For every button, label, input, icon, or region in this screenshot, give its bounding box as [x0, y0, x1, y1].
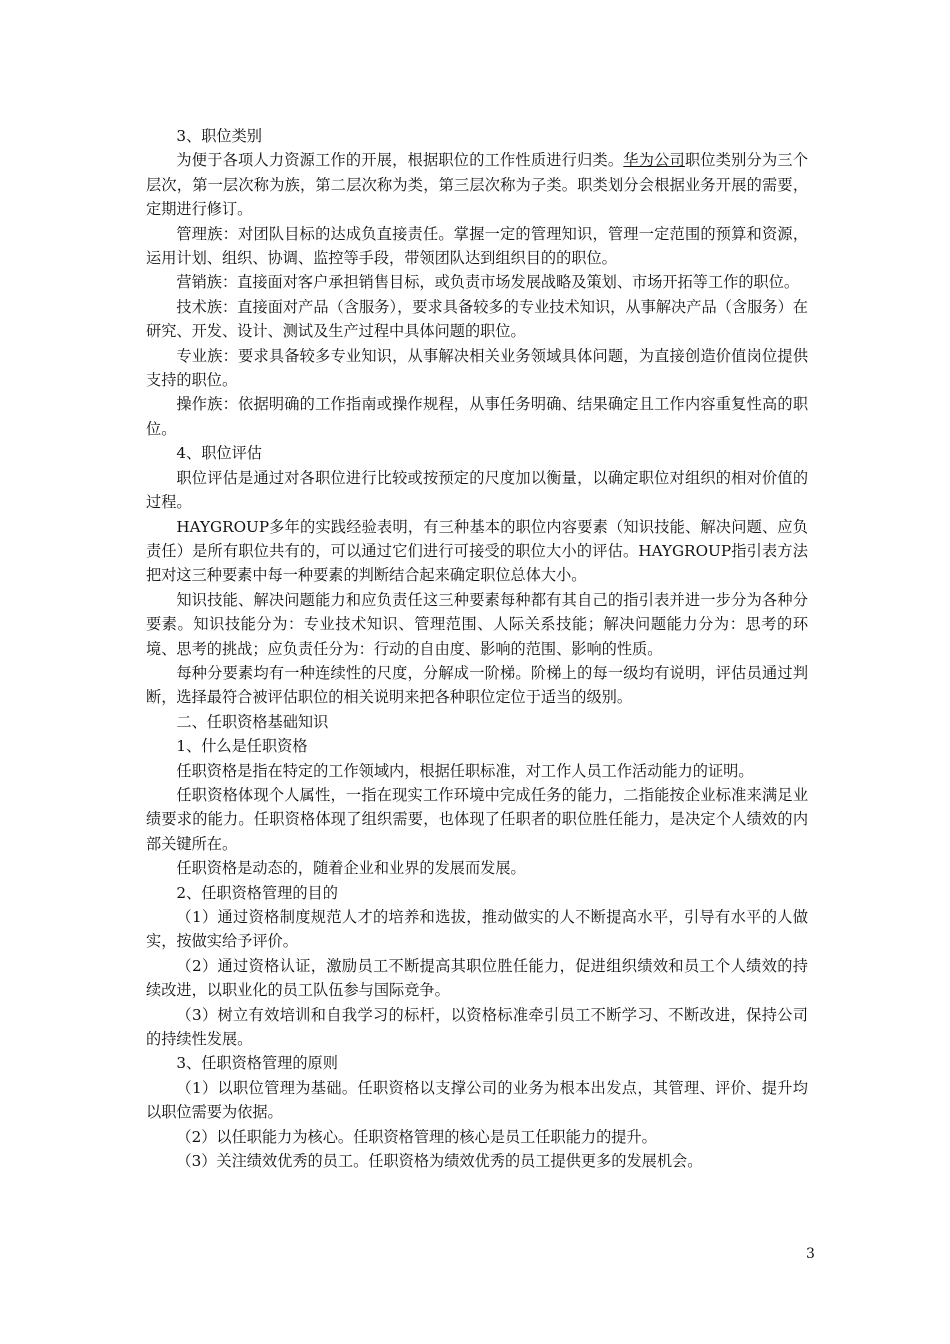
body-text: [146, 124, 808, 1173]
paragraph-qualification-dynamic: 任职资格是动态的，随着企业和业界的发展而发展。: [176, 859, 526, 878]
paragraph-qualification-attributes: 任职资格体现个人属性，一指在现实工作环境中完成任务的能力，二指能按企业标准来满足业绩要求的能力。任职资格体现了组织需要，也体现了任职者的职位胜任能力，是决定个人绩效的内部关键所在。: [146, 785, 808, 853]
list-item-purpose-2: （2）通过资格认证，激励员工不断提高其职位胜任能力，促进组织绩效和员工个人绩效的持续改进，以职业化的员工队伍参与国际竞争。: [146, 956, 808, 1000]
page-number: 3: [806, 1246, 815, 1262]
heading-qualification-basics: 二、任职资格基础知识: [176, 712, 329, 731]
paragraph-haygroup: HAYGROUP多年的实践经验表明，有三种基本的职位内容要素（知识技能、解决问题、应负责任）是所有职位共有的，可以通过它们进行可接受的职位大小的评估。HAYGROUP指引表方法把对这三种要素中每一种要素的判断结合起来确定职位总体大小。: [146, 517, 808, 585]
list-item-principle-3: （3）关注绩效优秀的员工。任职资格为绩效优秀的员工提供更多的发展机会。: [176, 1152, 703, 1171]
paragraph-management-family: 管理族：对团队目标的达成负直接责任。掌握一定的管理知识，管理一定范围的预算和资源，运用计划、组织、协调、监控等手段，带领团队达到组织目的的职位。: [146, 224, 808, 268]
paragraph-professional-family: 专业族：要求具备较多专业知识，从事解决相关业务领域具体问题，为直接创造价值岗位提供支持的职位。: [146, 346, 808, 390]
paragraph-text: 为便于各项人力资源工作的开展，根据职位的工作性质进行归类。: [176, 151, 624, 170]
heading-what-is-qualification: 1、什么是任职资格: [176, 737, 308, 756]
paragraph-qualification-definition: 任职资格是指在特定的工作领域内，根据任职标准，对工作人员工作活动能力的证明。: [176, 761, 754, 780]
paragraph-marketing-family: 营销族：直接面对客户承担销售目标，或负责市场发展战略及策划、市场开拓等工作的职位。: [176, 273, 800, 292]
paragraph-operation-family: 操作族：依据明确的工作指南或操作规程，从事任务明确、结果确定且工作内容重复性高的职位。: [146, 395, 808, 438]
list-item-principle-2: （2）以任职能力为核心。任职资格管理的核心是员工任职能力的提升。: [176, 1127, 657, 1146]
paragraph-scale: 每种分要素均有一种连续性的尺度，分解成一阶梯。阶梯上的每一级均有说明，评估员通过判断，选择最符合被评估职位的相关说明来把各种职位定位于适当的级别。: [146, 663, 808, 707]
paragraph-technical-family: 技术族：直接面对产品（含服务），要求具备较多的专业技术知识，从事解决产品（含服务）在研究、开发、设计、测试及生产过程中具体问题的职位。: [146, 297, 808, 341]
paragraph-sub-factors: 知识技能、解决问题能力和应负责任这三种要素每种都有其自己的指引表并进一步分为各种分要素。知识技能分为：专业技术知识、管理范围、人际关系技能；解决问题能力分为：思考的环境、思考的挑战；应负责任分为：行动的自由度、影响的范围、影响的性质。: [146, 590, 808, 658]
heading-job-evaluation: 4、职位评估: [176, 444, 262, 463]
paragraph-evaluation-definition: 职位评估是通过对各职位进行比较或按预定的尺度加以衡量，以确定职位对组织的相对价值的过程。: [146, 468, 808, 512]
huawei-link[interactable]: 华为公司: [623, 151, 685, 170]
list-item-principle-1: （1）以职位管理为基础。任职资格以支撑公司的业务为根本出发点，其管理、评价、提升均以职位需要为依据。: [146, 1078, 808, 1122]
paragraph-classification: [146, 148, 808, 221]
list-item-purpose-1: （1）通过资格制度规范人才的培养和选拔，推动做实的人不断提高水平，引导有水平的人做实，按做实给予评价。: [146, 908, 808, 951]
paragraph-text: 职位类别分为三个层次，第一层次称为族，第二层次称为类，第三层次称为子类。职类划分会根据业务开展的需要，定期进行修订。: [146, 151, 809, 219]
heading-management-purpose: 2、任职资格管理的目的: [176, 883, 338, 902]
list-item-purpose-3: （3）树立有效培训和自我学习的标杆，以资格标准牵引员工不断学习、不断改进，保持公司的持续性发展。: [146, 1005, 808, 1049]
heading-job-category: 3、职位类别: [176, 127, 262, 145]
heading-management-principles: 3、任职资格管理的原则: [176, 1054, 338, 1073]
